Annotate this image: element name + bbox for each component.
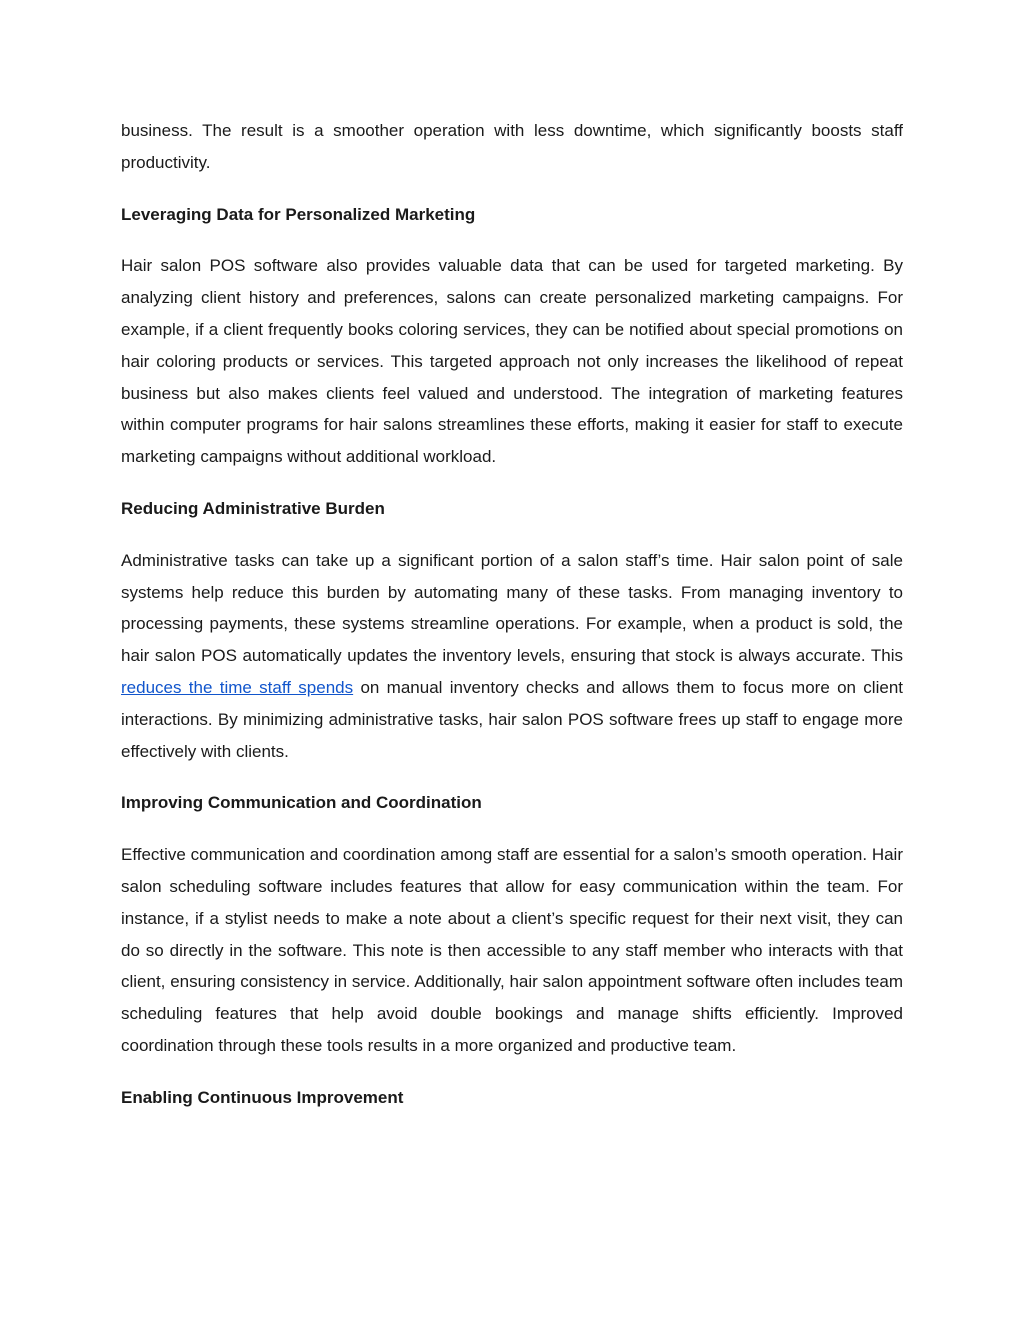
section-heading-continuous-improvement: Enabling Continuous Improvement bbox=[121, 1087, 404, 1107]
intro-paragraph: business. The result is a smoother operation with less downtime, which significantly boosts staff productivity. bbox=[121, 121, 903, 172]
section-heading-administrative-burden: Reducing Administrative Burden bbox=[121, 498, 385, 518]
inline-link-staff-time[interactable]: reduces the time staff spends bbox=[121, 677, 354, 697]
paragraph-personalized-marketing: Hair salon POS software also provides valuable data that can be used for targeted marketing. By analyzing client history and preferences, salons can create personalized marketing campaigns. For example, if a client frequently books coloring services, they can be notified about special promotions on hair coloring products or services. This targeted approach not only increases the likelihood of repeat business but also makes clients feel valued and understood. The integration of marketing features within computer programs for hair salons streamlines these efforts, making it easier for staff to execute marketing campaigns without additional workload. bbox=[121, 256, 903, 467]
section-heading-communication: Improving Communication and Coordination bbox=[121, 793, 482, 813]
document-page bbox=[121, 115, 903, 1134]
paragraph-administrative-burden bbox=[121, 545, 903, 768]
paragraph-text-before-link: Administrative tasks can take up a significant portion of a salon staff’s time. Hair salon point of sale systems help reduce this burden by automating many of these tasks. From managing inventory to processing payments, these systems streamline operations. For example, when a product is sold, the hair salon POS automatically updates the inventory levels, ensuring that stock is always accurate. This bbox=[121, 550, 903, 666]
paragraph-communication: Effective communication and coordination among staff are essential for a salon’s smooth operation. Hair salon scheduling software includes features that allow for easy communication within the team. For instance, if a stylist needs to make a note about a client’s specific request for their next visit, they can do so directly in the software. This note is then accessible to any staff member who interacts with that client, ensuring consistency in service. Additionally, hair salon appointment software often includes team scheduling features that help avoid double bookings and manage shifts efficiently. Improved coordination through these tools results in a more organized and productive team. bbox=[121, 845, 903, 1055]
paragraph-text-after-link: on manual inventory checks and allows them to focus more on client interactions. By minimizing administrative tasks, hair salon POS software frees up staff to engage more effectively with clients. bbox=[121, 677, 903, 761]
section-heading-personalized-marketing: Leveraging Data for Personalized Marketing bbox=[121, 204, 476, 224]
